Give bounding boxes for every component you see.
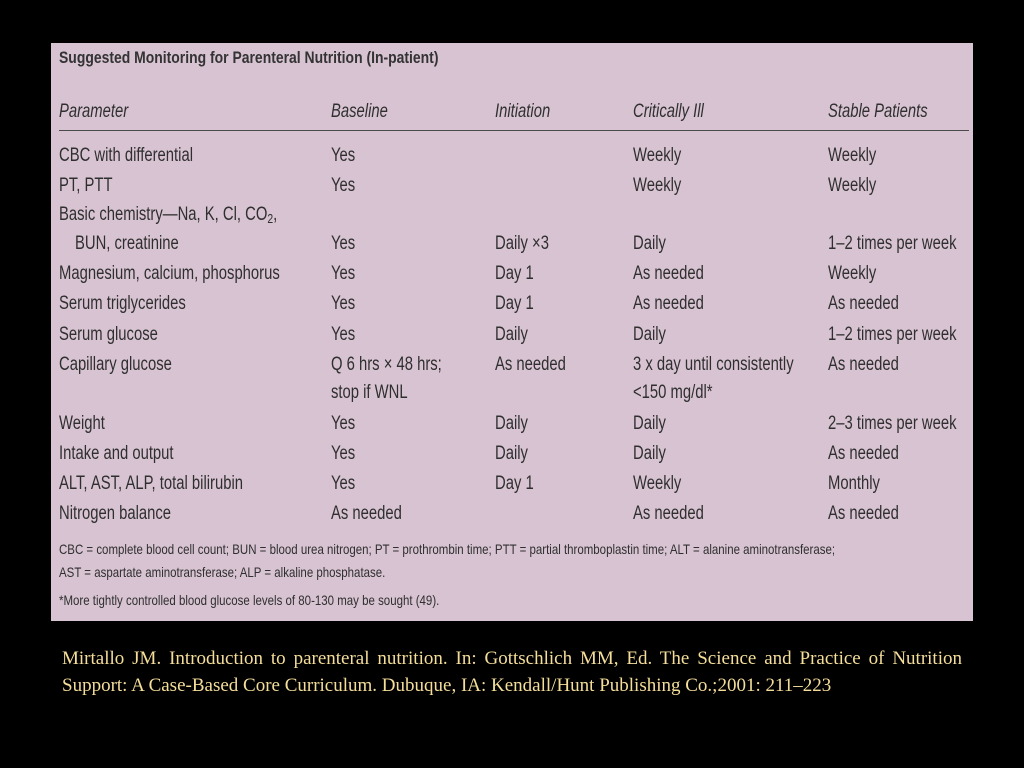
- row-cbc-stable: Weekly: [828, 145, 877, 166]
- row-magnesium-critically-ill: As needed: [633, 263, 704, 284]
- row-capillary-glucose-baseline-line2: stop if WNL: [331, 382, 408, 403]
- row-triglycerides-parameter: Serum triglycerides: [59, 293, 186, 314]
- header-initiation: Initiation: [495, 101, 551, 122]
- row-cbc-critically-ill: Weekly: [633, 145, 682, 166]
- row-capillary-glucose-stable: As needed: [828, 354, 899, 375]
- row-nitrogen-stable: As needed: [828, 503, 899, 524]
- row-weight-parameter: Weight: [59, 413, 105, 434]
- row-pt-parameter: PT, PTT: [59, 175, 113, 196]
- row-chemistry-baseline: Yes: [331, 233, 356, 254]
- row-intake-output-parameter: Intake and output: [59, 443, 174, 464]
- row-magnesium-initiation: Day 1: [495, 263, 534, 284]
- row-chemistry-stable: 1–2 times per week: [828, 233, 957, 254]
- row-intake-output-critically-ill: Daily: [633, 443, 666, 464]
- row-liver-critically-ill: Weekly: [633, 473, 682, 494]
- header-critically-ill: Critically Ill: [633, 101, 704, 122]
- row-intake-output-initiation: Daily: [495, 443, 528, 464]
- row-cbc-baseline: Yes: [331, 145, 356, 166]
- row-capillary-glucose-baseline-line1: Q 6 hrs × 48 hrs;: [331, 354, 442, 375]
- header-parameter: Parameter: [59, 101, 129, 122]
- row-nitrogen-baseline: As needed: [331, 503, 402, 524]
- row-weight-baseline: Yes: [331, 413, 356, 434]
- row-pt-critically-ill: Weekly: [633, 175, 682, 196]
- row-chemistry-initiation: Daily ×3: [495, 233, 549, 254]
- row-intake-output-baseline: Yes: [331, 443, 356, 464]
- row-capillary-glucose-initiation: As needed: [495, 354, 566, 375]
- row-magnesium-stable: Weekly: [828, 263, 877, 284]
- row-capillary-glucose-parameter: Capillary glucose: [59, 354, 172, 375]
- row-liver-stable: Monthly: [828, 473, 880, 494]
- row-magnesium-baseline: Yes: [331, 263, 356, 284]
- table-title: Suggested Monitoring for Parenteral Nutrition (In-patient): [59, 48, 439, 67]
- footnote-abbreviations-line2: AST = aspartate aminotransferase; ALP = alkaline phosphatase.: [59, 564, 386, 580]
- row-pt-baseline: Yes: [331, 175, 356, 196]
- row-capillary-glucose-critically-ill-line1: 3 x day until consistently: [633, 354, 794, 375]
- row-serum-glucose-parameter: Serum glucose: [59, 324, 158, 345]
- row-capillary-glucose-critically-ill-line2: <150 mg/dl*: [633, 382, 713, 403]
- row-cbc-parameter: CBC with differential: [59, 145, 193, 166]
- row-nitrogen-critically-ill: As needed: [633, 503, 704, 524]
- monitoring-table-panel: [51, 43, 973, 621]
- row-serum-glucose-critically-ill: Daily: [633, 324, 666, 345]
- row-chemistry-critically-ill: Daily: [633, 233, 666, 254]
- citation-text: Mirtallo JM. Introduction to parenteral nutrition. In: Gottschlich MM, Ed. The Science and Practice of Nutrition Support: A Case-Based Core Curriculum. Dubuque, IA: Kendall/Hunt Publishing Co.;2001: 211–223: [62, 648, 962, 696]
- row-liver-baseline: Yes: [331, 473, 356, 494]
- row-chemistry-parameter-line2: BUN, creatinine: [75, 233, 179, 254]
- row-nitrogen-parameter: Nitrogen balance: [59, 503, 172, 524]
- row-serum-glucose-stable: 1–2 times per week: [828, 324, 957, 345]
- row-pt-stable: Weekly: [828, 175, 877, 196]
- row-triglycerides-baseline: Yes: [331, 293, 356, 314]
- row-triglycerides-stable: As needed: [828, 293, 899, 314]
- row-liver-initiation: Day 1: [495, 473, 534, 494]
- row-intake-output-stable: As needed: [828, 443, 899, 464]
- header-baseline: Baseline: [331, 101, 388, 122]
- row-weight-initiation: Daily: [495, 413, 528, 434]
- header-rule: [59, 130, 969, 131]
- footnote-abbreviations-line1: CBC = complete blood cell count; BUN = blood urea nitrogen; PT = prothrombin time; PTT = partial thromboplastin time; ALT = alanine aminotransferase;: [59, 541, 836, 557]
- row-weight-stable: 2–3 times per week: [828, 413, 957, 434]
- header-stable-patients: Stable Patients: [828, 101, 928, 122]
- row-triglycerides-critically-ill: As needed: [633, 293, 704, 314]
- footnote-glucose: *More tightly controlled blood glucose levels of 80-130 may be sought (49).: [59, 592, 440, 608]
- row-chemistry-parameter-line1: Basic chemistry—Na, K, Cl, $CO_2$,: [59, 204, 278, 226]
- row-serum-glucose-baseline: Yes: [331, 324, 356, 345]
- row-serum-glucose-initiation: Daily: [495, 324, 528, 345]
- row-triglycerides-initiation: Day 1: [495, 293, 534, 314]
- row-magnesium-parameter: Magnesium, calcium, phosphorus: [59, 263, 280, 284]
- row-liver-parameter: ALT, AST, ALP, total bilirubin: [59, 473, 243, 494]
- row-weight-critically-ill: Daily: [633, 413, 666, 434]
